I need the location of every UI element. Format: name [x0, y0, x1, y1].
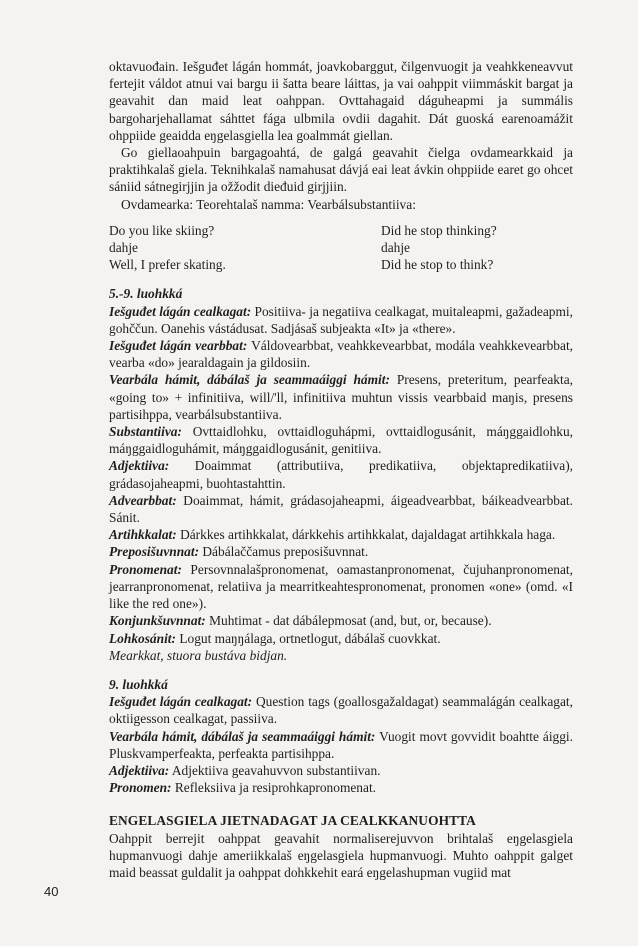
grammar-item-label: Adjektiiva: — [109, 458, 170, 474]
grammar-item — [109, 612, 573, 629]
grammar-item-text: Question tags (goallosgažaldagat) seammalágán cealkagat, oktiigesson cealkagat, passiiva. — [109, 694, 573, 727]
grammar-item — [109, 526, 573, 543]
grammar-item — [109, 303, 573, 337]
grammar-item — [109, 371, 573, 423]
grammar-item — [109, 423, 573, 457]
intro-paragraph-2: Go giellaoahpuin bargagoahtá, de galgá geavahit čielga ovdamearkkaid ja praktihkalaš giela. Teknihkalaš namahusat dávjá eai leat ávkin ohppiide earet go ohcet sániid sátnegirjjin ja ožžodit dieđuid girjjiin. — [109, 145, 573, 195]
grammar-item-text: Vuogit movt govvidit boahtte áiggi. Pluskvamperfeakta, perfeakta partisihppa. — [109, 728, 573, 761]
grammar-item-label: Adjektiiva: — [109, 762, 170, 778]
section-title-9: 9. luohkká — [109, 676, 168, 692]
grammar-item-label: Pronomenat: — [109, 561, 182, 577]
grammar-item — [109, 693, 573, 727]
example-left-1: Do you like skiing? — [109, 222, 215, 238]
grammar-item — [109, 543, 573, 560]
section-9-items — [109, 693, 573, 796]
section-heading-pronunciation: ENGELASGIELA JIETNADAGAT JA CEALKKANUOHTTA — [109, 813, 476, 829]
grammar-item-label: Pronomen: — [109, 780, 172, 796]
page-number: 40 — [44, 884, 59, 899]
grammar-item-text: Doaimmat, hámit, grádasojaheapmi, áigeadvearbbat, báikeadvearbbat. Sánit. — [109, 492, 573, 526]
grammar-item — [109, 762, 573, 779]
grammar-item-text: Dábálaččamus preposišuvnnat. — [199, 544, 369, 560]
grammar-item-label: Preposišuvnnat: — [109, 544, 200, 560]
grammar-item — [109, 779, 573, 796]
grammar-item-label: Artihkkalat: — [109, 527, 177, 543]
grammar-item — [109, 492, 573, 526]
grammar-item-label: Iešguđet lágán vearbbat: — [109, 338, 248, 354]
page-body — [109, 58, 573, 881]
grammar-item-label: Advearbbat: — [109, 492, 177, 508]
grammar-item-text: Muhtimat - dat dábálepmosat (and, but, or, because). — [205, 613, 492, 629]
intro-paragraph-1: oktavuođain. Iešguđet lágán hommát, joavkobarggut, čilgenvuogit ja veahkkeneavvut fertejit váldot atnui vai bargu ii šatta beare láittas, ja vai oahppit viimmáskit bargat ja geavahit dan maid leat oahppan. Ovttahagaid dáguheapmi ja summális bargoharjehallamat sáhttet fága ulbmila ovdii dagahit. Dát guoská earenoamážit ohppiide geaidda eŋgelasgiella lea goalmmát giellan. — [109, 59, 573, 143]
grammar-item-text: Ovttaidlohku, ovttaidloguhápmi, ovttaidlogusánit, máŋggaidlohku, máŋggaidloguhámit, máŋggaidlogusánit, genitiiva. — [109, 424, 573, 457]
grammar-item-label: Konjunkšuvnnat: — [109, 613, 206, 629]
grammar-item — [109, 630, 573, 647]
grammar-item-text: Doaimmat (attributiiva, predikatiiva, objektapredikatiiva), grádasojaheapmi, buohtastahttin. — [109, 458, 573, 491]
grammar-item — [109, 561, 573, 613]
grammar-note: Mearkkat, stuora bustáva bidjan. — [109, 647, 288, 663]
intro-paragraph-3: Ovdamearka: Teorehtalaš namma: Vearbálsubstantiiva: — [121, 196, 416, 212]
grammar-item — [109, 728, 573, 762]
example-left-3: Well, I prefer skating. — [109, 257, 226, 273]
example-left-2: dahje — [109, 240, 138, 256]
grammar-item-label: Lohkosánit: — [109, 630, 176, 646]
pronunciation-paragraph: Oahppit berrejit oahppat geavahit normaliserejuvvon brihtalaš eŋgelasgiela hupmanvuogi dahje ameriikkalaš eŋgelasgiela hupmanvuogi. Muhto oahppit galget maid beassat guldalit ja oahppat dohkkehit eará eŋgelashupman vugiid mat — [109, 830, 573, 880]
grammar-item-text: Dárkkes artihkkalat, dárkkehis artihkkalat, dajaldagat artihkkala haga. — [176, 527, 556, 543]
grammar-item-label: Vearbála hámit, dábálaš ja seammaáiggi hámit: — [109, 728, 376, 744]
grammar-item-label: Substantiiva: — [109, 424, 182, 440]
grammar-item-text: Positiiva- ja negatiiva cealkagat, muitaleapmi, gažadeapmi, gohččun. Oanehis vástádusat. Sadjásaš subjeakta «It» ja «there». — [109, 303, 573, 336]
grammar-item-label: Iešguđet lágán cealkagat: — [109, 303, 252, 319]
example-right-3: Did he stop to think? — [381, 257, 494, 273]
grammar-item-label: Iešguđet lágán cealkagat: — [109, 694, 253, 710]
grammar-item-text: Persovnnalašpronomenat, oamastanpronomenat, čujuhanpronomenat, jearranpronomenat, relatiiva ja mearritkeahtespronomenat, pronomen «one» (omd. «I like the red one»). — [109, 561, 573, 612]
grammar-item-text: Váldovearbbat, veahkkevearbbat, modála veahkkevearbbat, vearba «do» jearaldagain ja gildosiin. — [109, 338, 574, 371]
example-right-2: dahje — [381, 240, 410, 256]
example-block — [109, 222, 573, 274]
grammar-item — [109, 337, 573, 371]
section-5-9-items — [109, 303, 573, 664]
grammar-item-text: Refleksiiva ja resiprohkapronomenat. — [171, 780, 377, 796]
grammar-item-text: Presens, preteritum, pearfeakta, «going to» + infinitiiva, will/'ll, infinitiiva muhtun vissis vearbbaid maŋis, presens partisihppa, vearbálsubstantiiva. — [109, 372, 574, 422]
grammar-item — [109, 457, 573, 491]
section-title-5-9: 5.-9. luohkká — [109, 286, 183, 302]
grammar-item-text: Adjektiiva geavahuvvon substantiivan. — [169, 762, 381, 778]
example-right-1: Did he stop thinking? — [381, 222, 497, 238]
grammar-item-text: Logut maŋŋálaga, ortnetlogut, dábálaš cuovkkat. — [175, 630, 441, 646]
grammar-item-label: Vearbála hámit, dábálaš ja seammaáiggi hámit: — [109, 372, 390, 388]
